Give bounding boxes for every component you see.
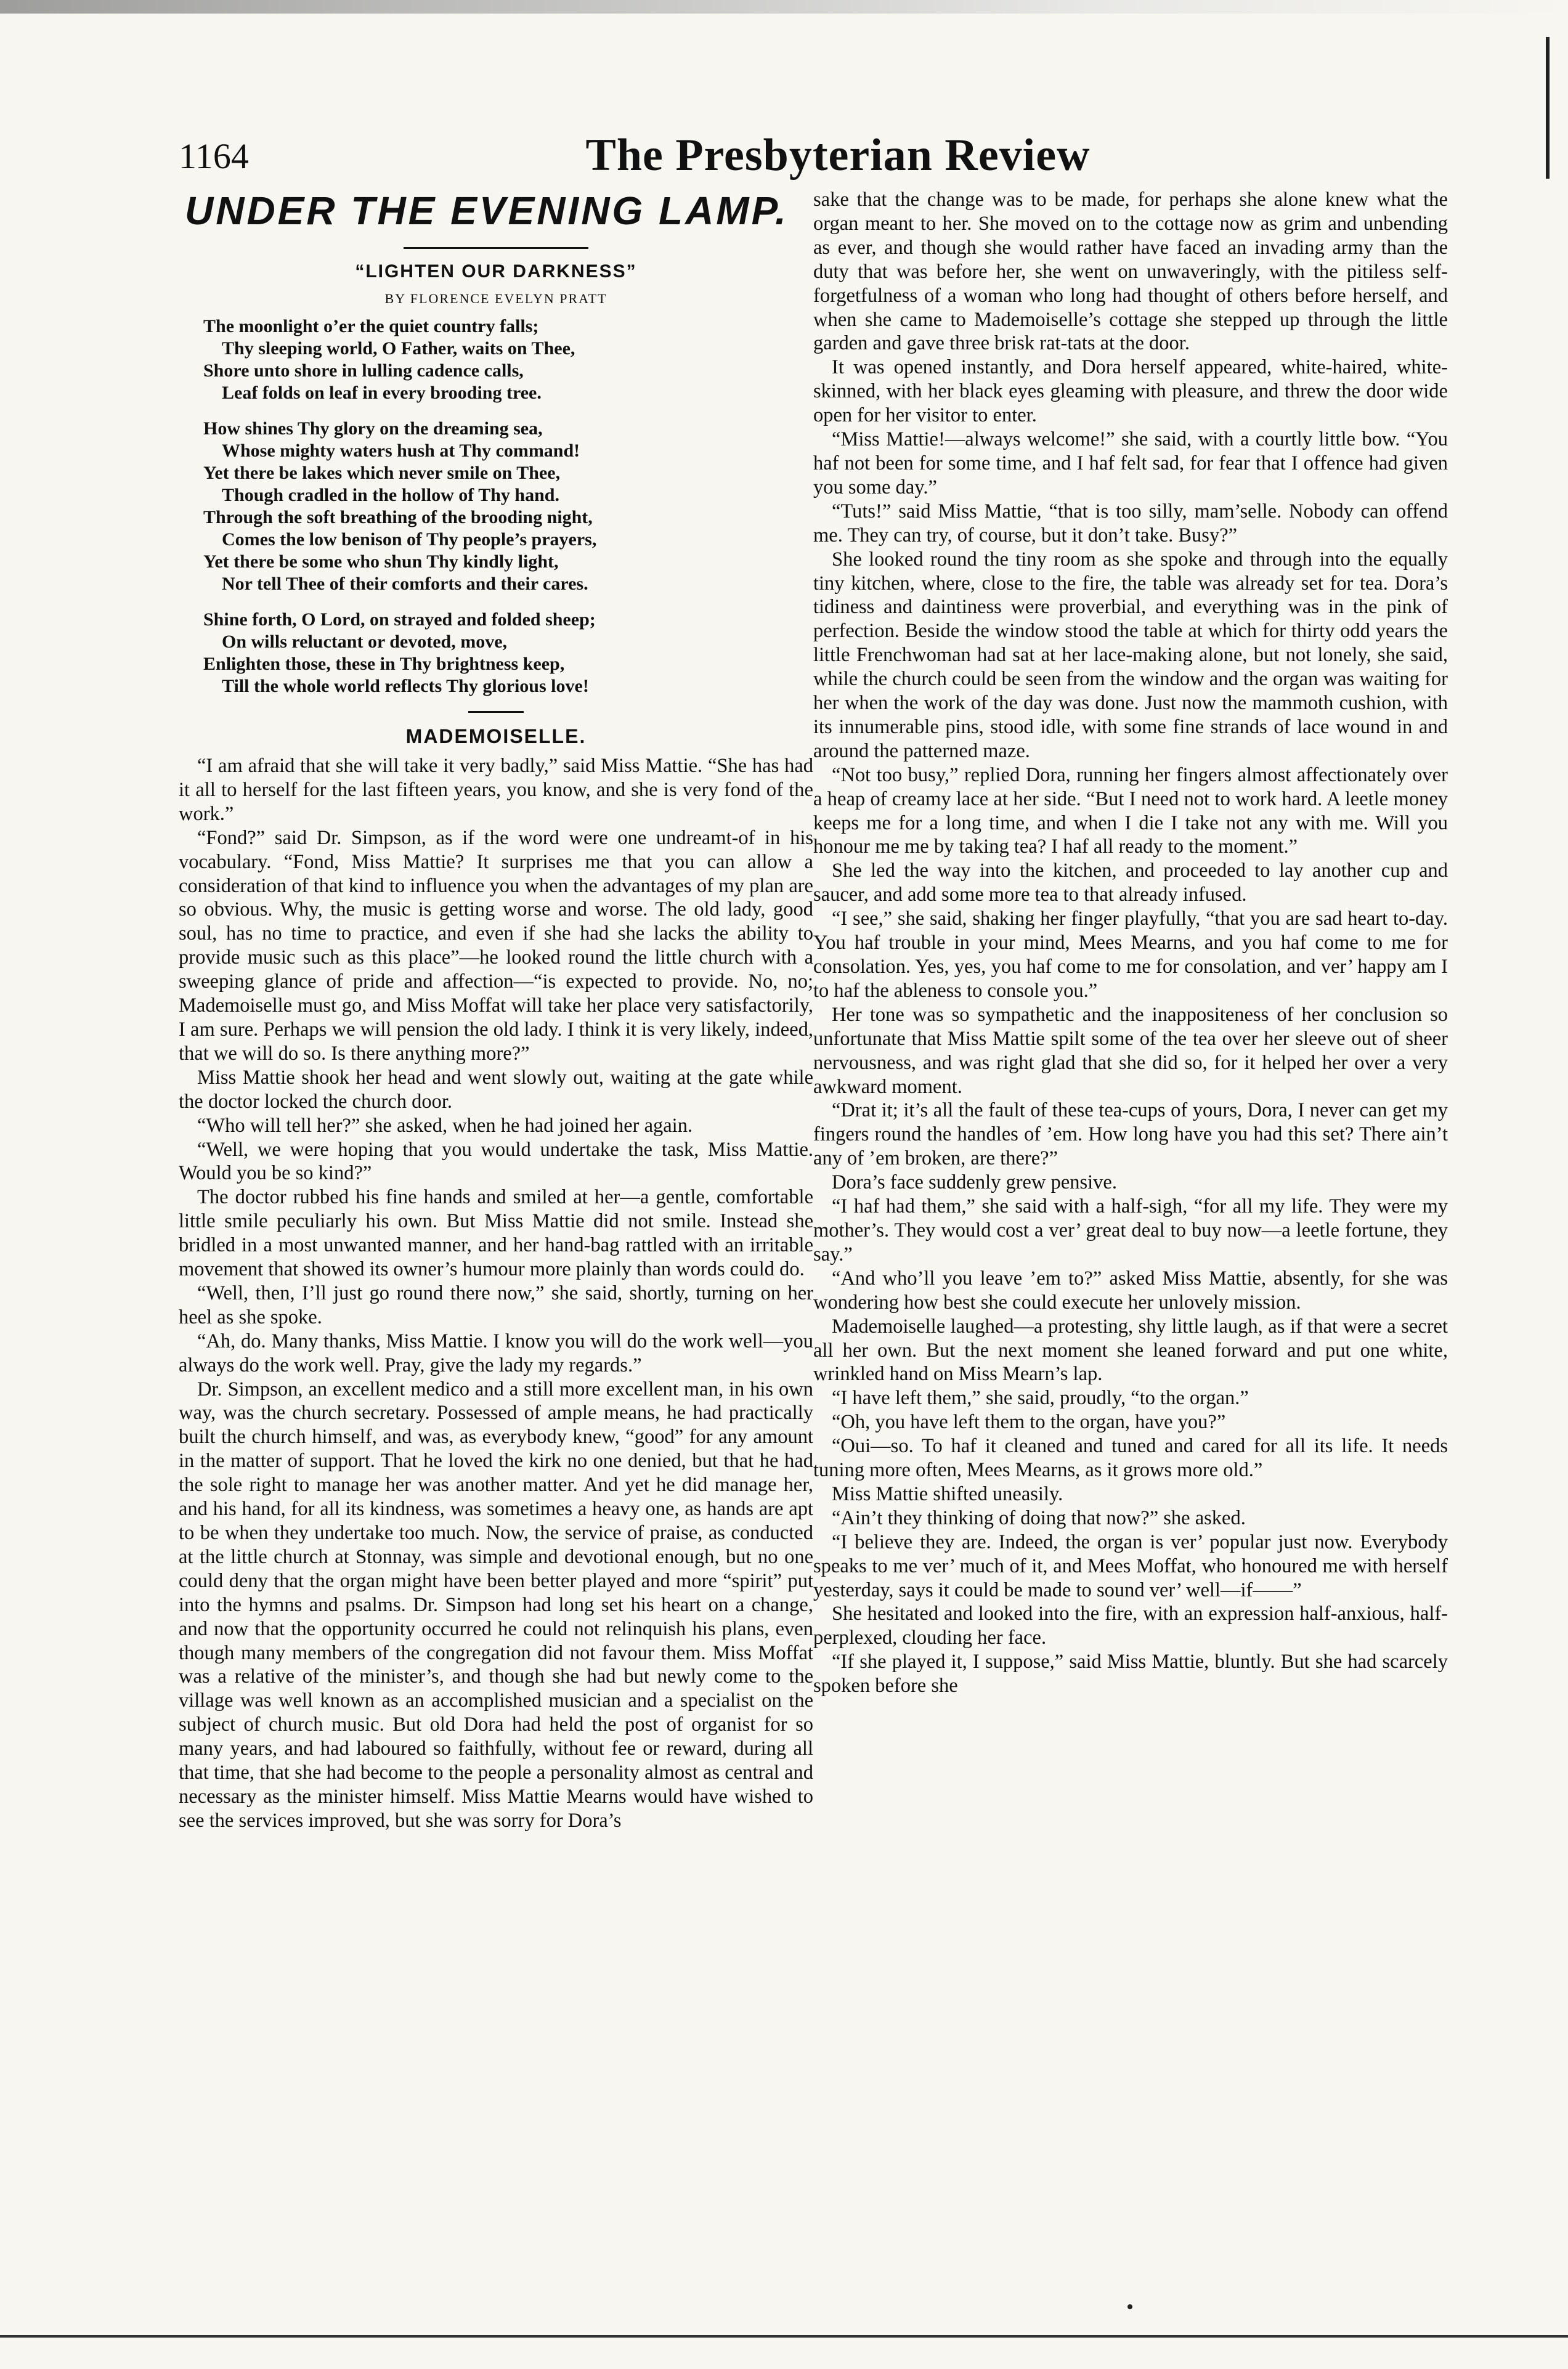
poem-line: On wills reluctant or devoted, move, <box>222 632 508 652</box>
title-rule <box>404 247 588 249</box>
poem-line: Yet there be lakes which never smile on Thee, <box>203 463 561 483</box>
story-paragraph: “Miss Mattie!—always welcome!” she said, with a courtly little bow. “You haf not been for some time, and I haf felt sad, for fear that I offence had given you some day.” <box>813 428 1448 498</box>
story-paragraph: She led the way into the kitchen, and proceeded to lay another cup and saucer, and add some more tea to that already infused. <box>813 859 1448 906</box>
story-paragraph: Her tone was so sympathetic and the inappositeness of her conclusion so unfortunate that Miss Mattie spilt some of the tea over her sleeve out of sheer nervousness, and was right glad that she did so, for it helped her over a very awkward moment. <box>813 1003 1448 1098</box>
story-paragraph: “I am afraid that she will take it very badly,” said Miss Mattie. “She has had it all to herself for the last fifteen years, you know, and she is very fond of the work.” <box>179 755 813 825</box>
poem-line: Whose mighty waters hush at Thy command! <box>222 441 580 461</box>
story-paragraph: “I haf had them,” she said with a half-sigh, “for all my life. They were my mother’s. They would cost a ver’ great deal to buy now—a leetle fortune, they say.” <box>813 1195 1448 1266</box>
left-column <box>179 188 813 1833</box>
poem-line: Comes the low benison of Thy people’s prayers, <box>222 529 597 550</box>
poem-stanza <box>203 609 813 697</box>
story-paragraph: Dr. Simpson, an excellent medico and a still more excellent man, in his own way, was the church secretary. Possessed of ample means, he had practically built the church himself, and was, as everybody knew, “good” for any amount in the matter of support. That he loved the kirk no one denied, but that he had the sole right to manage her was another matter. And yet he did manage her, and his hand, for all its kindness, was sometimes a heavy one, as hands are apt to be when they undertake too much. Now, the service of praise, as conducted at the little church at Stonnay, was simple and devotional enough, but no one could deny that the organ might have been better played and more “spirit” put into the hymns and psalms. Dr. Simpson had long set his heart on a change, and now that the opportunity occurred he could not relinquish his plans, even though many members of the congregation did not favour them. Miss Moffat was a relative of the minister’s, and though she had but newly come to the village was well known as an accomplished musician and a specialist on the subject of church music. But old Dora had held the post of organist for so many years, and had laboured so faithfully, without fee or reward, during all that time, that she had become to the people a personality almost as central and necessary as the minister himself. Miss Mattie Mearns would have wished to see the services improved, but she was sorry for Dora’s <box>179 1378 813 1832</box>
poem-line: Nor tell Thee of their comforts and their cares. <box>222 574 588 594</box>
story-paragraph: “Well, we were hoping that you would undertake the task, Miss Mattie. Would you be so kind?” <box>179 1138 813 1185</box>
story-title: MADEMOISELLE. <box>405 725 587 747</box>
scan-edge-shading <box>0 0 1568 14</box>
poem-line: Leaf folds on leaf in every brooding tree. <box>222 383 542 403</box>
poem-line: Through the soft breathing of the brooding night, <box>203 507 593 527</box>
poem-line: Till the whole world reflects Thy glorious love! <box>222 676 589 696</box>
poem-stanza <box>203 418 813 595</box>
story-paragraph: “Oui—so. To haf it cleaned and tuned and cared for all its life. It needs tuning more often, Mees Mearns, as it grows more old.” <box>813 1435 1448 1482</box>
story-paragraph: “I see,” she said, shaking her finger playfully, “that you are sad heart to-day. You haf trouble in your mind, Mees Mearns, and you haf come to me for consolation. Yes, yes, you haf come to me for consolation, and ver’ happy am I to haf the ableness to console you.” <box>813 908 1448 1002</box>
story-paragraph: “Oh, you have left them to the organ, have you?” <box>832 1411 1226 1434</box>
poem-line: How shines Thy glory on the dreaming sea, <box>203 418 543 439</box>
poem-stanza <box>203 315 813 404</box>
story-paragraph: “Fond?” said Dr. Simpson, as if the word were one undreamt-of in his vocabulary. “Fond, Miss Mattie? It surprises me that you can allow a consideration of that kind to influence you when the advantages of my plan are so obvious. Why, the music is getting worse and worse. The old lady, good soul, has no time to practice, and even if she had she lacks the ability to provide music such as this place”—he looked round the little church with a sweeping glance of pride and affection—“is expected to provide. No, no; Mademoiselle must go, and Miss Moffat will take her place very satisfactorily, I am sure. Perhaps we will pension the old lady. I think it is very likely, indeed, that we will do so. Is there anything more?” <box>179 826 813 1065</box>
story-paragraph: “If she played it, I suppose,” said Miss Mattie, bluntly. But she had scarcely spoken before she <box>813 1651 1448 1697</box>
story-paragraph: “Not too busy,” replied Dora, running her fingers almost affectionately over a heap of creamy lace at her side. “But I need not to work hard. A leetle money keeps me for a long time, and when I die I take not any with me. Will you honour me me by taking tea? I haf all ready to the moment.” <box>813 763 1448 858</box>
story-paragraph: “Ain’t they thinking of doing that now?” she asked. <box>832 1506 1246 1529</box>
story-paragraph: “Drat it; it’s all the fault of these tea-cups of yours, Dora, I never can get my fingers round the handles of ’em. How long have you had this set? There ain’t any of ’em broken, are there?” <box>813 1099 1448 1170</box>
story-paragraph: “Tuts!” said Miss Mattie, “that is too silly, mam’selle. Nobody can offend me. They can try, of course, but it don’t take. Busy?” <box>813 500 1448 547</box>
scan-edge-mark <box>1546 37 1550 179</box>
poem-title: “LIGHTEN OUR DARKNESS” <box>355 261 637 282</box>
feature-title: UNDER THE EVENING LAMP. <box>185 189 789 233</box>
right-column <box>813 188 1448 1698</box>
story-paragraph: She hesitated and looked into the fire, with an expression half-anxious, half-perplexed, clouding her face. <box>813 1603 1448 1649</box>
story-paragraph: It was opened instantly, and Dora herself appeared, white-haired, white-skinned, with her black eyes gleaming with pleasure, and threw the door wide open for her visitor to enter. <box>813 356 1448 427</box>
bottom-rule <box>0 2335 1568 2338</box>
poem-line: Though cradled in the hollow of Thy hand. <box>222 485 559 505</box>
page-number: 1164 <box>179 136 249 176</box>
poem-line: Enlighten those, these in Thy brightness keep, <box>203 654 565 674</box>
journal-title: The Presbyterian Review <box>585 130 1091 181</box>
poem-line: Shine forth, O Lord, on strayed and folded sheep; <box>203 609 596 630</box>
story-paragraph: “Ah, do. Many thanks, Miss Mattie. I know you will do the work well—you always do the work well. Pray, give the lady my regards.” <box>179 1330 813 1376</box>
section-rule <box>468 711 524 713</box>
story-paragraph: She looked round the tiny room as she spoke and through into the equally tiny kitchen, where, close to the fire, the table was already set for tea. Dora’s tidiness and daintiness were proverbial, and everything was in the pink of perfection. Beside the window stood the table at which for thirty odd years the little Frenchwoman had sat at her lace-making alone, but not lonely, she said, while the church could be seen from the window and the organ was waiting for her when the work of the day was done. Just now the mammoth cushion, with its innumerable pins, stood idle, with some fine strands of lace wound in and around the patterned maze. <box>813 548 1448 762</box>
story-paragraph: Miss Mattie shifted uneasily. <box>832 1482 1063 1505</box>
story-paragraph: “I believe they are. Indeed, the organ is ver’ popular just now. Everybody speaks to me ver’ much of it, and Mees Moffat, who honoured me with herself yesterday, says it could be made to sound ver’ well—if——” <box>813 1530 1448 1601</box>
poem-line: The moonlight o’er the quiet country falls; <box>203 316 539 336</box>
story-paragraph: The doctor rubbed his fine hands and smiled at her—a gentle, comfortable little smile peculiarly his own. But Miss Mattie did not smile. Instead she bridled in a most unwanted manner, and her hand-bag rattled with an irritable movement that showed its owner’s humour more plainly than words could do. <box>179 1186 813 1281</box>
poem-line: Shore unto shore in lulling cadence calls, <box>203 360 524 381</box>
story-paragraph: sake that the change was to be made, for perhaps she alone knew what the organ meant to her. She moved on to the cottage now as grim and unbending as ever, and though she would rather have faced an invading army than the duty that was before her, she went on unwaveringly, with the pitiless self-forgetfulness of a woman who long had thought of others before herself, and when she came to Mademoiselle’s cottage she stepped up through the little garden and gave three brisk rat-tats at the door. <box>813 189 1448 355</box>
story-paragraph: “And who’ll you leave ’em to?” asked Miss Mattie, absently, for she was wondering how best she could execute her unlovely mission. <box>813 1267 1448 1314</box>
story-paragraph: Mademoiselle laughed—a protesting, shy little laugh, as if that were a secret all her own. But the next moment she leaned forward and put one white, wrinkled hand on Miss Mearn’s lap. <box>813 1315 1448 1386</box>
poem-line: Thy sleeping world, O Father, waits on Thee, <box>222 338 575 359</box>
poem-line: Yet there be some who shun Thy kindly light, <box>203 551 559 572</box>
story-paragraph: “I have left them,” she said, proudly, “to the organ.” <box>832 1387 1249 1410</box>
story-paragraph: “Well, then, I’ll just go round there now,” she said, shortly, turning on her heel as she spoke. <box>179 1282 813 1328</box>
story-paragraph: “Who will tell her?” she asked, when he had joined her again. <box>197 1114 693 1137</box>
story-paragraph: Dora’s face suddenly grew pensive. <box>832 1171 1117 1194</box>
left-story-text <box>179 754 813 1833</box>
masthead <box>179 129 1497 185</box>
story-paragraph: Miss Mattie shook her head and went slowly out, waiting at the gate while the doctor locked the church door. <box>179 1066 813 1113</box>
right-story-text <box>813 188 1448 1698</box>
poem-byline: BY FLORENCE EVELYN PRATT <box>384 291 607 306</box>
poem-body <box>203 315 813 697</box>
ink-dot <box>1127 2304 1132 2309</box>
